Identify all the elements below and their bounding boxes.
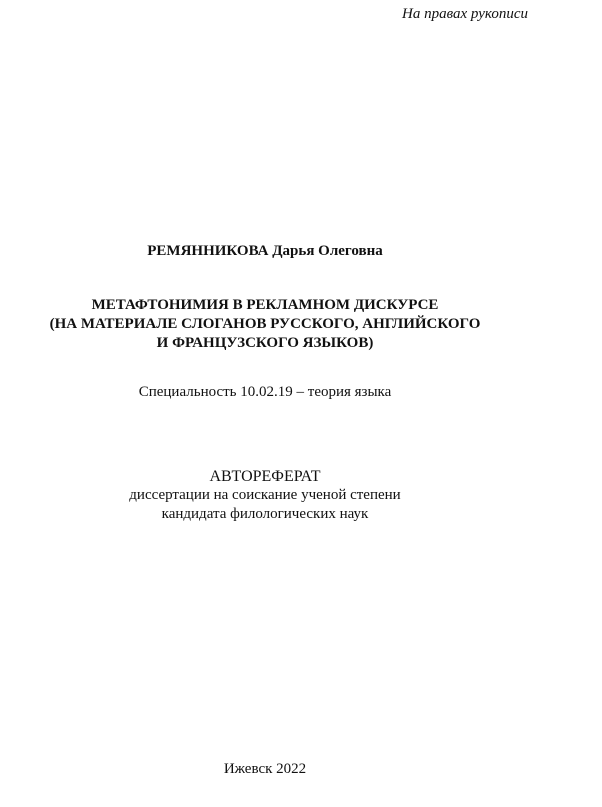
specialty: Специальность 10.02.19 – теория языка <box>138 384 392 400</box>
manuscript-note: На правах рукописи <box>402 6 528 22</box>
abstract-block <box>0 467 530 524</box>
dissertation-title <box>0 296 530 353</box>
author-name: РЕМЯННИКОВА Дарья Олеговна <box>147 243 383 259</box>
place-and-year: Ижевск 2022 <box>223 761 307 777</box>
degree-line-1: диссертации на соискание ученой степени <box>129 487 401 503</box>
degree-line-2: кандидата филологических наук <box>161 506 369 522</box>
document-type: АВТОРЕФЕРАТ <box>209 468 321 485</box>
title-line-2: (НА МАТЕРИАЛЕ СЛОГАНОВ РУССКОГО, АНГЛИЙСКОГО <box>49 316 481 332</box>
title-line-3: И ФРАНЦУЗСКОГО ЯЗЫКОВ) <box>156 335 374 351</box>
title-line-1: МЕТАФТОНИМИЯ В РЕКЛАМНОМ ДИСКУРСЕ <box>91 297 439 313</box>
